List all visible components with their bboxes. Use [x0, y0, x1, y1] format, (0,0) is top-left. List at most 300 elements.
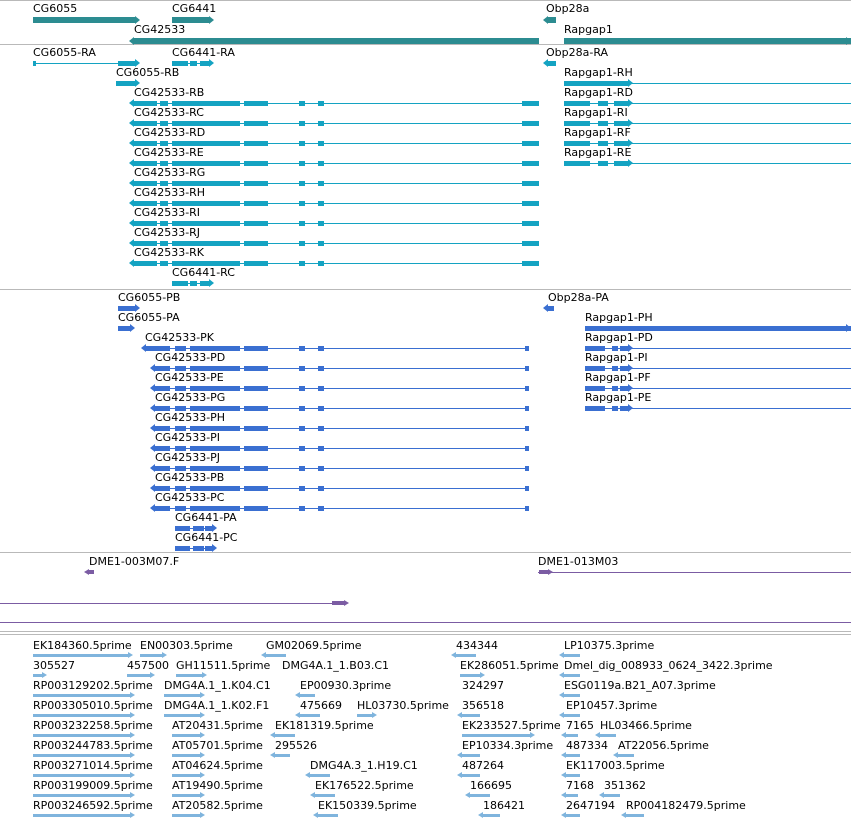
feature-label: HL03466.5prime: [600, 719, 692, 732]
feature-exon-block: [318, 426, 324, 431]
feature-exon-block: [539, 570, 548, 574]
feature-label: Obp28a-RA: [546, 46, 609, 59]
reverse-strand-arrow-icon: [129, 259, 134, 267]
feature-exon-block: [205, 546, 212, 551]
feature-label: AT05701.5prime: [172, 739, 263, 752]
feature-exon-block: [522, 261, 539, 266]
reverse-strand-arrow-icon: [561, 752, 566, 758]
feature-exon-block: [318, 121, 324, 126]
feature-label: CG42533-RG: [134, 166, 206, 179]
feature-exon-block: [275, 734, 295, 737]
feature-exon-block: [525, 466, 529, 471]
feature-exon-block: [175, 546, 190, 551]
feature-exon-block: [33, 654, 128, 657]
forward-strand-arrow-icon: [42, 672, 47, 678]
forward-strand-arrow-icon: [130, 712, 135, 718]
feature-exon-block: [525, 346, 529, 351]
feature-label: Rapgap1: [564, 23, 613, 36]
forward-strand-arrow-icon: [846, 324, 851, 332]
feature-exon-block: [244, 386, 268, 391]
feature-exon-block: [266, 654, 286, 657]
feature-exon-block: [318, 201, 324, 206]
forward-strand-arrow-icon: [130, 772, 135, 778]
feature-exon-block: [462, 714, 480, 717]
feature-exon-block: [299, 101, 305, 106]
feature-label: DMG4A.1_1.K04.C1: [164, 679, 271, 692]
feature-label: CG42533-PI: [155, 431, 221, 444]
feature-label: CG6441-RA: [172, 46, 235, 59]
feature-exon-block: [566, 794, 578, 797]
feature-exon-block: [564, 38, 851, 44]
feature-exon-block: [522, 161, 539, 166]
feature-label: RP004182479.5prime: [626, 799, 746, 812]
feature-exon-block: [176, 674, 202, 677]
feature-exon-block: [190, 61, 197, 66]
reverse-strand-arrow-icon: [141, 344, 146, 352]
forward-strand-arrow-icon: [628, 404, 633, 412]
feature-label: EK117003.5prime: [566, 759, 665, 772]
feature-label: EK176522.5prime: [315, 779, 414, 792]
feature-exon-block: [456, 654, 476, 657]
feature-label: 7168: [566, 779, 594, 792]
reverse-strand-arrow-icon: [543, 16, 548, 24]
feature-label: 324297: [462, 679, 504, 692]
reverse-strand-arrow-icon: [310, 792, 315, 798]
feature-exon-block: [525, 406, 529, 411]
feature-exon-block: [522, 201, 539, 206]
feature-label: Rapgap1-RE: [564, 146, 632, 159]
reverse-strand-arrow-icon: [84, 569, 89, 575]
feature-label: CG6441-PC: [175, 531, 238, 544]
feature-label: RP003244783.5prime: [33, 739, 153, 752]
feature-label: AT20431.5prime: [172, 719, 263, 732]
feature-exon-block: [33, 714, 130, 717]
feature-exon-block: [33, 734, 130, 737]
feature-exon-block: [193, 546, 204, 551]
feature-exon-block: [318, 386, 324, 391]
feature-label: 434344: [456, 639, 498, 652]
feature-label: ESG0119a.B21_A07.3prime: [564, 679, 716, 692]
feature-label: Rapgap1-PE: [585, 391, 652, 404]
feature-exon-block: [566, 814, 580, 817]
feature-exon-block: [300, 694, 315, 697]
feature-exon-block: [566, 734, 578, 737]
feature-exon-block: [564, 654, 580, 657]
feature-exon-block: [244, 241, 268, 246]
forward-strand-arrow-icon: [200, 772, 205, 778]
feature-label: 166695: [470, 779, 512, 792]
feature-exon-block: [470, 794, 490, 797]
feature-label: 186421: [483, 799, 525, 812]
feature-exon-block: [525, 506, 529, 511]
feature-exon-block: [620, 406, 628, 411]
feature-exon-block: [318, 221, 324, 226]
feature-label: RP003199009.5prime: [33, 779, 153, 792]
reverse-strand-arrow-icon: [457, 712, 462, 718]
feature-exon-block: [33, 814, 130, 817]
feature-label: EP10457.3prime: [566, 699, 658, 712]
feature-label: RP003305010.5prime: [33, 699, 153, 712]
feature-label: CG42533-PC: [155, 491, 225, 504]
forward-strand-arrow-icon: [628, 99, 633, 107]
feature-exon-block: [318, 346, 324, 351]
feature-exon-block: [244, 161, 268, 166]
feature-exon-block: [310, 774, 330, 777]
reverse-strand-arrow-icon: [150, 504, 155, 512]
feature-exon-block: [318, 366, 324, 371]
feature-exon-block: [585, 406, 605, 411]
feature-label: GM02069.5prime: [266, 639, 362, 652]
feature-exon-block: [460, 674, 480, 677]
feature-exon-block: [548, 17, 556, 23]
feature-exon-block: [244, 506, 268, 511]
feature-exon-block: [172, 734, 200, 737]
forward-strand-arrow-icon: [200, 752, 205, 758]
feature-label: CG42533-RE: [134, 146, 204, 159]
feature-label: CG6441: [172, 2, 217, 15]
feature-intron-line: [0, 622, 851, 623]
feature-label: CG6055-PB: [118, 291, 181, 304]
forward-strand-arrow-icon: [846, 37, 851, 45]
reverse-strand-arrow-icon: [561, 732, 566, 738]
feature-exon-block: [299, 366, 305, 371]
reverse-strand-arrow-icon: [561, 812, 566, 818]
feature-exon-block: [600, 734, 616, 737]
feature-exon-block: [160, 261, 168, 266]
feature-label: EK150339.5prime: [318, 799, 417, 812]
gene-track-divider: [0, 44, 851, 45]
transcript-track-divider: [0, 289, 851, 290]
feature-label: 305527: [33, 659, 75, 672]
forward-strand-arrow-icon: [200, 792, 205, 798]
feature-exon-block: [244, 261, 268, 266]
feature-exon-block: [522, 221, 539, 226]
feature-label: Dmel_dig_008933_0624_3422.3prime: [564, 659, 773, 672]
reverse-strand-arrow-icon: [457, 752, 462, 758]
feature-exon-block: [172, 794, 200, 797]
feature-label: EP00930.3prime: [300, 679, 392, 692]
feature-label: 487264: [462, 759, 504, 772]
reverse-strand-arrow-icon: [559, 692, 564, 698]
feature-exon-block: [318, 406, 324, 411]
forward-strand-arrow-icon: [162, 652, 167, 658]
feature-label: CG42533-RB: [134, 86, 205, 99]
reverse-strand-arrow-icon: [543, 59, 548, 67]
feature-exon-block: [522, 121, 539, 126]
feature-label: EN00303.5prime: [140, 639, 233, 652]
feature-label: EK286051.5prime: [460, 659, 559, 672]
feature-label: DMG4A.3_1.H19.C1: [310, 759, 418, 772]
forward-strand-arrow-icon: [128, 652, 133, 658]
feature-label: RP003129202.5prime: [33, 679, 153, 692]
feature-exon-block: [244, 446, 268, 451]
reverse-strand-arrow-icon: [561, 772, 566, 778]
forward-strand-arrow-icon: [344, 600, 349, 606]
feature-exon-block: [299, 506, 305, 511]
feature-exon-block: [299, 486, 305, 491]
feature-label: CG6055-RB: [116, 66, 180, 79]
feature-label: 457500: [127, 659, 169, 672]
reverse-strand-arrow-icon: [305, 772, 310, 778]
reverse-strand-arrow-icon: [129, 37, 134, 45]
feature-label: Rapgap1-RD: [564, 86, 633, 99]
feature-exon-block: [172, 774, 200, 777]
reverse-strand-arrow-icon: [613, 752, 618, 758]
feature-exon-block: [318, 506, 324, 511]
forward-strand-arrow-icon: [202, 672, 207, 678]
feature-label: Rapgap1-RF: [564, 126, 631, 139]
feature-exon-block: [244, 466, 268, 471]
top-border: [0, 0, 851, 1]
feature-exon-block: [299, 346, 305, 351]
forward-strand-arrow-icon: [209, 279, 214, 287]
feature-exon-block: [299, 241, 305, 246]
feature-exon-block: [318, 446, 324, 451]
feature-exon-block: [618, 754, 634, 757]
feature-exon-block: [522, 181, 539, 186]
feature-exon-block: [299, 121, 305, 126]
feature-label: CG42533-PJ: [155, 451, 221, 464]
feature-exon-block: [244, 121, 268, 126]
reverse-strand-arrow-icon: [561, 792, 566, 798]
feature-exon-block: [299, 386, 305, 391]
forward-strand-arrow-icon: [130, 752, 135, 758]
feature-exon-block: [118, 326, 130, 331]
feature-exon-block: [318, 466, 324, 471]
feature-label: GH11511.5prime: [176, 659, 271, 672]
feature-exon-block: [244, 406, 268, 411]
feature-exon-block: [522, 101, 539, 106]
reverse-strand-arrow-icon: [621, 812, 626, 818]
feature-label: CG42533-PH: [155, 411, 226, 424]
feature-label: CG6441-RC: [172, 266, 235, 279]
feature-exon-block: [525, 386, 529, 391]
reverse-strand-arrow-icon: [559, 652, 564, 658]
reverse-strand-arrow-icon: [457, 772, 462, 778]
feature-label: RP003271014.5prime: [33, 759, 153, 772]
feature-exon-block: [318, 181, 324, 186]
feature-label: 2647194: [566, 799, 615, 812]
feature-exon-block: [318, 101, 324, 106]
feature-exon-block: [244, 181, 268, 186]
feature-label: DME1-003M07.F: [89, 555, 180, 568]
feature-label: Rapgap1-PD: [585, 331, 653, 344]
feature-label: RP003232258.5prime: [33, 719, 153, 732]
feature-exon-block: [525, 486, 529, 491]
feature-label: EP10334.3prime: [462, 739, 554, 752]
feature-label: Rapgap1-PI: [585, 351, 648, 364]
feature-exon-block: [357, 714, 372, 717]
feature-label: Obp28a: [546, 2, 590, 15]
feature-exon-block: [566, 774, 580, 777]
feature-label: Rapgap1-RI: [564, 106, 628, 119]
reverse-strand-arrow-icon: [270, 732, 275, 738]
feature-exon-block: [155, 506, 170, 511]
forward-strand-arrow-icon: [130, 324, 135, 332]
feature-exon-block: [33, 774, 130, 777]
reverse-strand-arrow-icon: [595, 732, 600, 738]
feature-exon-block: [525, 366, 529, 371]
reverse-strand-arrow-icon: [295, 712, 300, 718]
feature-exon-block: [525, 446, 529, 451]
feature-exon-block: [244, 221, 268, 226]
feature-label: DMG4A.1_1.B03.C1: [282, 659, 390, 672]
feature-exon-block: [564, 161, 590, 166]
feature-exon-block: [626, 814, 644, 817]
forward-strand-arrow-icon: [150, 672, 155, 678]
forward-strand-arrow-icon: [548, 569, 553, 575]
feature-label: CG42533-RI: [134, 206, 201, 219]
feature-exon-block: [116, 81, 135, 86]
feature-label: CG42533-PG: [155, 391, 226, 404]
forward-strand-arrow-icon: [209, 16, 214, 24]
feature-exon-block: [299, 466, 305, 471]
feature-exon-block: [564, 714, 580, 717]
feature-exon-block: [244, 366, 268, 371]
feature-exon-block: [522, 241, 539, 246]
feature-label: CG42533-RC: [134, 106, 204, 119]
feature-label: Rapgap1-RH: [564, 66, 633, 79]
feature-exon-block: [89, 570, 94, 574]
feature-exon-block: [33, 754, 130, 757]
feature-exon-block: [564, 694, 580, 697]
feature-exon-block: [299, 141, 305, 146]
reverse-strand-arrow-icon: [451, 652, 456, 658]
feature-label: HL03730.5prime: [357, 699, 449, 712]
feature-exon-block: [244, 201, 268, 206]
feature-exon-block: [200, 281, 209, 286]
feature-exon-block: [564, 674, 580, 677]
feature-exon-block: [462, 754, 480, 757]
feature-exon-block: [566, 754, 580, 757]
reverse-strand-arrow-icon: [559, 712, 564, 718]
feature-label: EK181319.5prime: [275, 719, 374, 732]
feature-label: 356518: [462, 699, 504, 712]
forward-strand-arrow-icon: [200, 732, 205, 738]
feature-exon-block: [299, 426, 305, 431]
feature-exon-block: [33, 694, 130, 697]
reverse-strand-arrow-icon: [478, 812, 483, 818]
feature-exon-block: [244, 141, 268, 146]
feature-exon-block: [127, 674, 150, 677]
feature-label: Obp28a-PA: [548, 291, 609, 304]
feature-label: EK233527.5prime: [462, 719, 561, 732]
feature-exon-block: [525, 426, 529, 431]
feature-exon-block: [140, 654, 162, 657]
forward-strand-arrow-icon: [130, 812, 135, 818]
feature-label: 295526: [275, 739, 317, 752]
feature-label: AT04624.5prime: [172, 759, 263, 772]
feature-exon-block: [299, 201, 305, 206]
feature-exon-block: [190, 281, 197, 286]
reverse-strand-arrow-icon: [543, 304, 548, 312]
reverse-strand-arrow-icon: [313, 812, 318, 818]
feature-label: AT20582.5prime: [172, 799, 263, 812]
feature-exon-block: [598, 161, 608, 166]
forward-strand-arrow-icon: [130, 792, 135, 798]
feature-label: EK184360.5prime: [33, 639, 132, 652]
feature-exon-block: [164, 714, 200, 717]
feature-label: 351362: [604, 779, 646, 792]
feature-exon-block: [244, 346, 268, 351]
feature-exon-block: [318, 261, 324, 266]
feature-exon-block: [299, 181, 305, 186]
feature-exon-block: [200, 61, 209, 66]
feature-label: AT22056.5prime: [618, 739, 709, 752]
forward-strand-arrow-icon: [209, 59, 214, 67]
feature-label: CG6055-RA: [33, 46, 96, 59]
feature-label: DME1-013M03: [538, 555, 619, 568]
feature-label: Rapgap1-PH: [585, 311, 653, 324]
feature-exon-block: [172, 754, 200, 757]
feature-label: CG42533-PK: [145, 331, 215, 344]
feature-exon-block: [612, 406, 618, 411]
reverse-strand-arrow-icon: [599, 792, 604, 798]
protein-track-divider: [0, 552, 851, 553]
feature-exon-block: [614, 161, 628, 166]
feature-exon-block: [33, 674, 42, 677]
feature-exon-block: [315, 794, 335, 797]
feature-exon-block: [318, 486, 324, 491]
reverse-strand-arrow-icon: [261, 652, 266, 658]
feature-label: 475669: [300, 699, 342, 712]
forward-strand-arrow-icon: [372, 712, 377, 718]
feature-label: CG42533-RJ: [134, 226, 201, 239]
est-track-divider: [0, 634, 851, 635]
feature-exon-block: [275, 754, 290, 757]
feature-label: LP10375.3prime: [564, 639, 655, 652]
feature-label: CG42533-PE: [155, 371, 224, 384]
feature-exon-block: [244, 101, 268, 106]
feature-exon-block: [462, 734, 530, 737]
forward-strand-arrow-icon: [212, 544, 217, 552]
feature-label: AT19490.5prime: [172, 779, 263, 792]
feature-exon-block: [299, 446, 305, 451]
feature-exon-block: [548, 61, 556, 66]
feature-exon-block: [300, 714, 320, 717]
feature-exon-block: [299, 261, 305, 266]
feature-intron-line: [0, 603, 344, 604]
forward-strand-arrow-icon: [200, 692, 205, 698]
feature-exon-block: [172, 281, 188, 286]
feature-label: CG42533-RD: [134, 126, 206, 139]
feature-label: RP003246592.5prime: [33, 799, 153, 812]
feature-label: CG6441-PA: [175, 511, 237, 524]
feature-label: 487334: [566, 739, 608, 752]
feature-exon-block: [244, 486, 268, 491]
feature-exon-block: [604, 794, 620, 797]
clone-track-divider: [0, 631, 851, 632]
forward-strand-arrow-icon: [130, 692, 135, 698]
feature-exon-block: [318, 141, 324, 146]
forward-strand-arrow-icon: [480, 672, 485, 678]
feature-exon-block: [299, 161, 305, 166]
feature-exon-block: [332, 601, 344, 605]
feature-exon-block: [244, 426, 268, 431]
forward-strand-arrow-icon: [200, 812, 205, 818]
feature-exon-block: [548, 306, 554, 311]
feature-exon-block: [164, 694, 200, 697]
reverse-strand-arrow-icon: [559, 672, 564, 678]
reverse-strand-arrow-icon: [270, 752, 275, 758]
forward-strand-arrow-icon: [530, 732, 535, 738]
feature-intron-line: [538, 572, 851, 573]
feature-label: CG42533-PD: [155, 351, 226, 364]
feature-label: CG42533-RH: [134, 186, 206, 199]
feature-label: Rapgap1-PF: [585, 371, 651, 384]
feature-exon-block: [522, 141, 539, 146]
feature-label: CG6055: [33, 2, 78, 15]
